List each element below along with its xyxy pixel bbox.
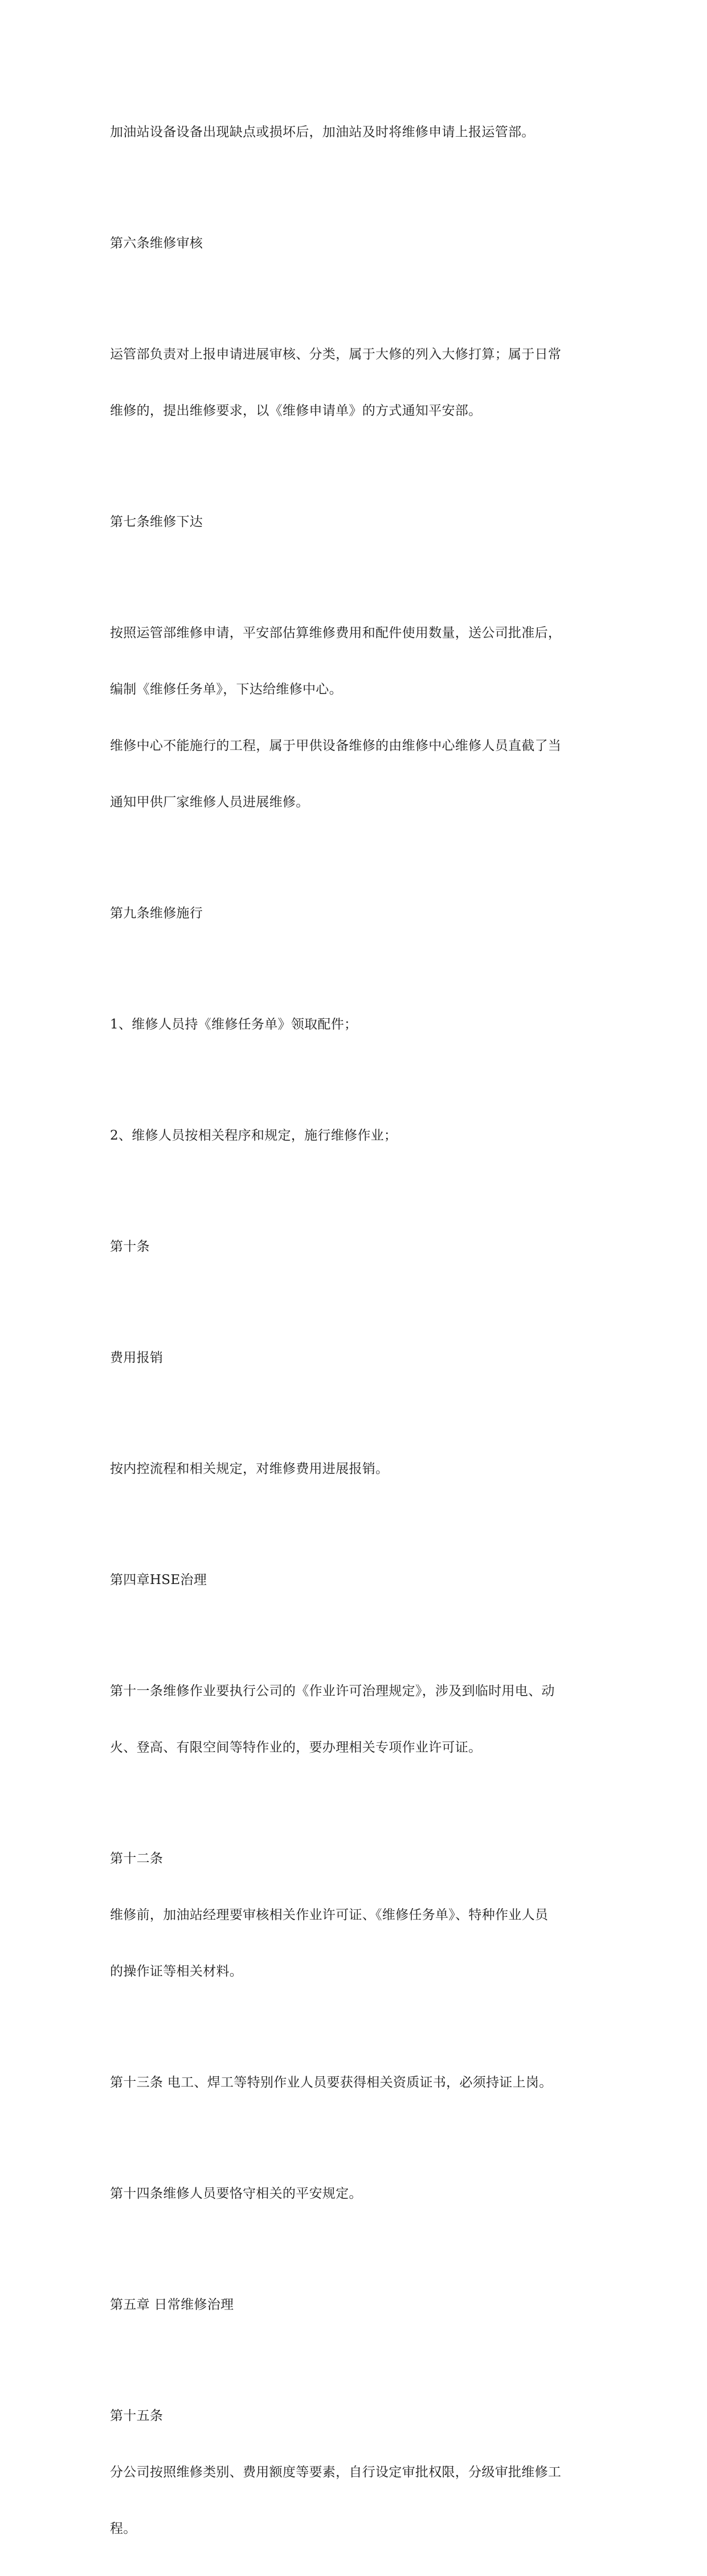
paragraph bbox=[110, 2036, 600, 2130]
text-line: 第十一条维修作业要执行公司的《作业许可治理规定》，涉及到临时用电、动 bbox=[110, 1684, 555, 1699]
list-item bbox=[110, 1089, 600, 1183]
article-heading bbox=[110, 475, 600, 569]
article-heading bbox=[110, 197, 600, 291]
text-line: 第九条维修施行 bbox=[110, 906, 203, 921]
text-line: 维修中心不能施行的工程，属于甲供设备维修的由维修中心维修人员直截了当 bbox=[110, 738, 562, 753]
article-heading bbox=[110, 1200, 600, 1294]
text-line: 第六条维修审核 bbox=[110, 236, 203, 251]
text-line: 分公司按照维修类别、费用额度等要素，自行设定审批权限，分级审批维修工 bbox=[110, 2465, 562, 2480]
text-line: 通知甲供厂家维修人员进展维修。 bbox=[110, 795, 309, 810]
text-line: 第四章HSE治理 bbox=[110, 1573, 207, 1587]
text-line: 程。 bbox=[110, 2521, 137, 2536]
paragraph bbox=[110, 308, 600, 458]
text-line: 第七条维修下达 bbox=[110, 515, 203, 529]
list-item bbox=[110, 978, 600, 1072]
text-line: 运管部负责对上报申请进展审核、分类，属于大修的列入大修打算；属于日常 bbox=[110, 347, 562, 362]
document-body bbox=[110, 85, 600, 2576]
text-line: 的操作证等相关材料。 bbox=[110, 1964, 243, 1979]
text-line: 火、登高、有限空间等特作业的，要办理相关专项作业许可证。 bbox=[110, 1740, 482, 1755]
chapter-heading bbox=[110, 2258, 600, 2352]
text-line: 维修的，提出维修要求，以《维修申请单》的方式通知平安部。 bbox=[110, 403, 482, 418]
text-line: 按照运管部维修申请，平安部估算维修费用和配件使用数量，送公司批准后， bbox=[110, 626, 562, 640]
text-line: 第五章 日常维修治理 bbox=[110, 2297, 234, 2312]
text-line: 第十三条 电工、焊工等特别作业人员要获得相关资质证书，必须持证上岗。 bbox=[110, 2075, 553, 2090]
text-line: 第十条 bbox=[110, 1239, 150, 1254]
text-line: 加油站设备设备出现缺点或损坏后，加油站及时将维修申请上报运管部。 bbox=[110, 125, 535, 140]
text-line: 2、维修人员按相关程序和规定，施行维修作业； bbox=[110, 1128, 398, 1143]
text-line: 1、维修人员持《维修任务单》领取配件； bbox=[110, 1017, 358, 1032]
paragraph bbox=[110, 2369, 600, 2576]
text-line: 第十二条 bbox=[110, 1851, 164, 1866]
paragraph bbox=[110, 586, 600, 850]
text-line: 第十五条 bbox=[110, 2408, 164, 2423]
article-heading bbox=[110, 867, 600, 961]
paragraph bbox=[110, 85, 600, 179]
text-line: 第十四条维修人员要恪守相关的平安规定。 bbox=[110, 2186, 362, 2201]
paragraph bbox=[110, 2147, 600, 2241]
paragraph bbox=[110, 1812, 600, 2019]
text-line: 维修前，加油站经理要审核相关作业许可证、《维修任务单》、特种作业人员 bbox=[110, 1908, 549, 1922]
text-line: 按内控流程和相关规定，对维修费用进展报销。 bbox=[110, 1461, 389, 1476]
paragraph bbox=[110, 1311, 600, 1405]
paragraph bbox=[110, 1422, 600, 1516]
paragraph bbox=[110, 1644, 600, 1795]
chapter-heading bbox=[110, 1533, 600, 1627]
text-line: 编制《维修任务单》，下达给维修中心。 bbox=[110, 682, 342, 697]
text-line: 费用报销 bbox=[110, 1350, 164, 1365]
